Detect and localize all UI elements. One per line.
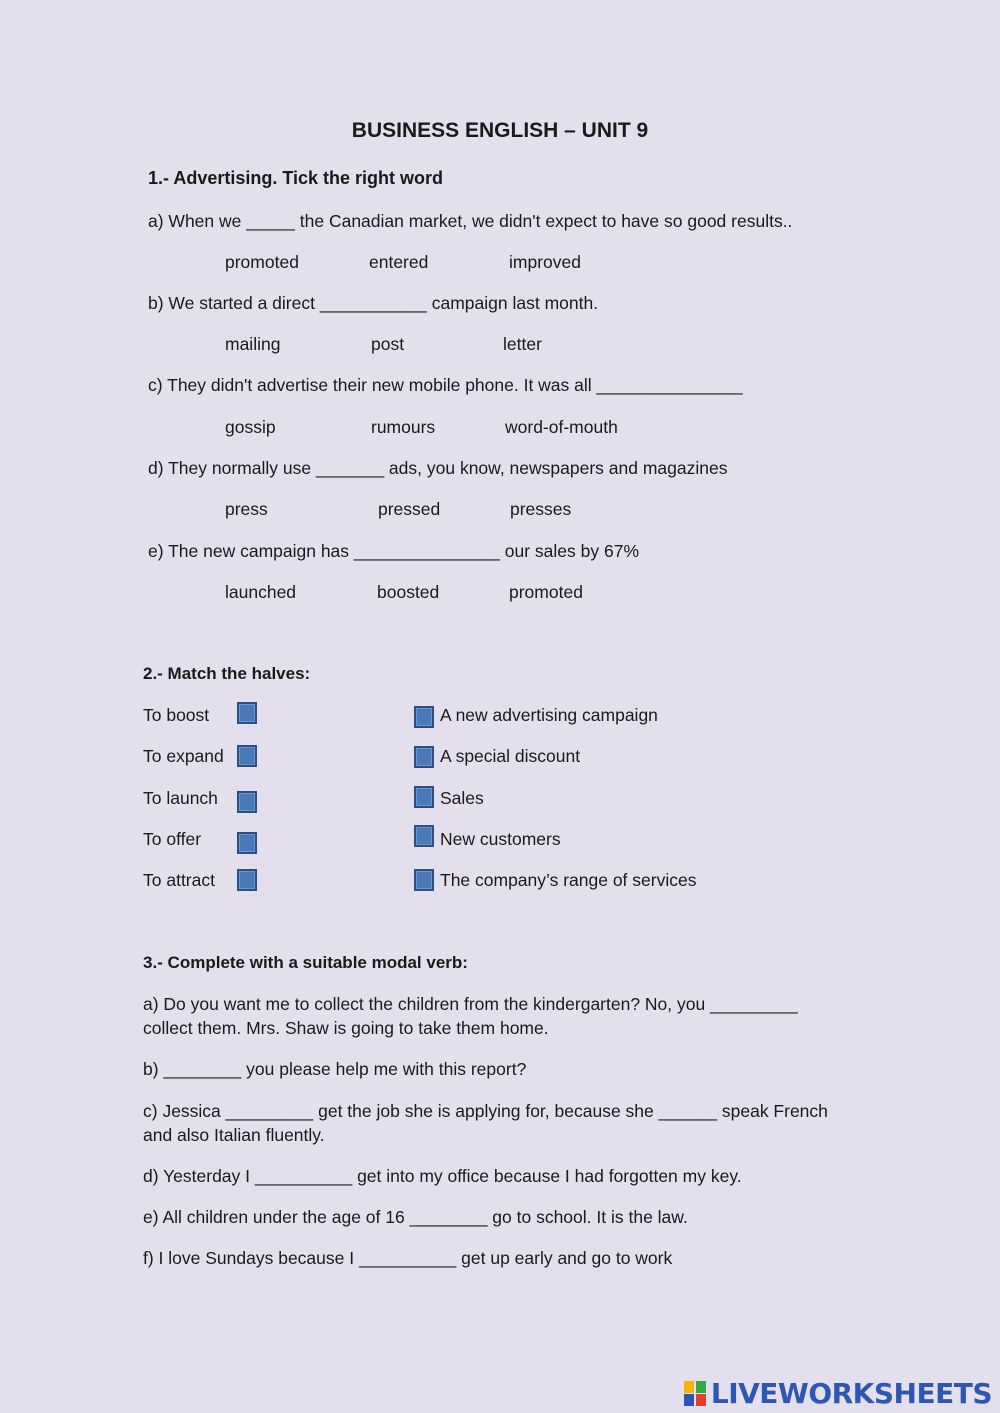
match-right-services: The company’s range of services [440,870,697,890]
page-title: BUSINESS ENGLISH – UNIT 9 [351,119,649,142]
modal-item-e: e) All children under the age of 16 ________ go to school. It is the law. [143,1207,688,1227]
modal-item-c: c) Jessica _________ get the job she is applying for, because she ______ speak French and also Italian fluently. [143,1101,828,1145]
option-e-2[interactable]: boosted [377,582,440,602]
option-d-3[interactable]: presses [510,499,572,519]
match-right-campaign: A new advertising campaign [440,705,658,725]
match-left-offer: To offer [143,829,202,849]
match-left-attract: To attract [143,870,215,890]
option-e-3[interactable]: promoted [509,582,583,602]
option-e-1[interactable]: launched [225,582,297,602]
option-b-1[interactable]: mailing [225,334,281,354]
option-c-2[interactable]: rumours [371,417,436,437]
option-a-2[interactable]: entered [369,252,429,272]
section1-heading: 1.- Advertising. Tick the right word [148,168,444,188]
match-right-box-1[interactable] [414,706,434,728]
option-d-2[interactable]: pressed [378,499,441,519]
modal-item-b: b) ________ you please help me with this report? [143,1059,527,1079]
match-right-sales: Sales [440,788,484,808]
option-b-3[interactable]: letter [503,334,542,354]
match-right-box-5[interactable] [414,869,434,891]
match-left-box-3[interactable] [237,791,257,813]
question-c: c) They didn't advertise their new mobile phone. It was all _______________ [148,375,743,395]
liveworksheets-logo-text: LIVEWORKSHEETS [710,1376,992,1410]
question-b: b) We started a direct ___________ campaign last month. [148,293,599,313]
option-d-1[interactable]: press [225,499,268,519]
option-c-3[interactable]: word-of-mouth [505,417,618,437]
section3-heading: 3.- Complete with a suitable modal verb: [143,953,468,972]
match-left-box-1[interactable] [237,702,257,724]
question-d: d) They normally use _______ ads, you know, newspapers and magazines [148,458,728,478]
modal-item-f: f) I love Sundays because I __________ get up early and go to work [143,1248,673,1268]
option-c-1[interactable]: gossip [225,417,276,437]
match-left-box-5[interactable] [237,869,257,891]
match-left-boost: To boost [143,705,210,725]
modal-item-a: a) Do you want me to collect the children from the kindergarten? No, you _________ collect them. Mrs. Shaw is going to take them home. [143,994,798,1038]
question-a: a) When we _____ the Canadian market, we didn't expect to have so good results.. [148,211,793,231]
option-a-1[interactable]: promoted [225,252,299,272]
match-right-box-2[interactable] [414,746,434,768]
match-left-expand: To expand [143,746,224,766]
match-right-box-4[interactable] [414,825,434,847]
liveworksheets-logo-icon [684,1379,708,1407]
question-e: e) The new campaign has _______________ our sales by 67% [148,541,639,561]
section2-heading: 2.- Match the halves: [143,664,311,683]
match-left-box-4[interactable] [237,832,257,854]
match-left-box-2[interactable] [237,745,257,767]
modal-item-d: d) Yesterday I __________ get into my office because I had forgotten my key. [143,1166,742,1186]
match-right-customers: New customers [440,829,561,849]
match-left-launch: To launch [143,788,218,808]
liveworksheets-logo[interactable] [684,1377,992,1409]
match-right-box-3[interactable] [414,786,434,808]
option-b-2[interactable]: post [371,334,405,354]
option-a-3[interactable]: improved [509,252,581,272]
match-right-discount: A special discount [440,746,581,766]
